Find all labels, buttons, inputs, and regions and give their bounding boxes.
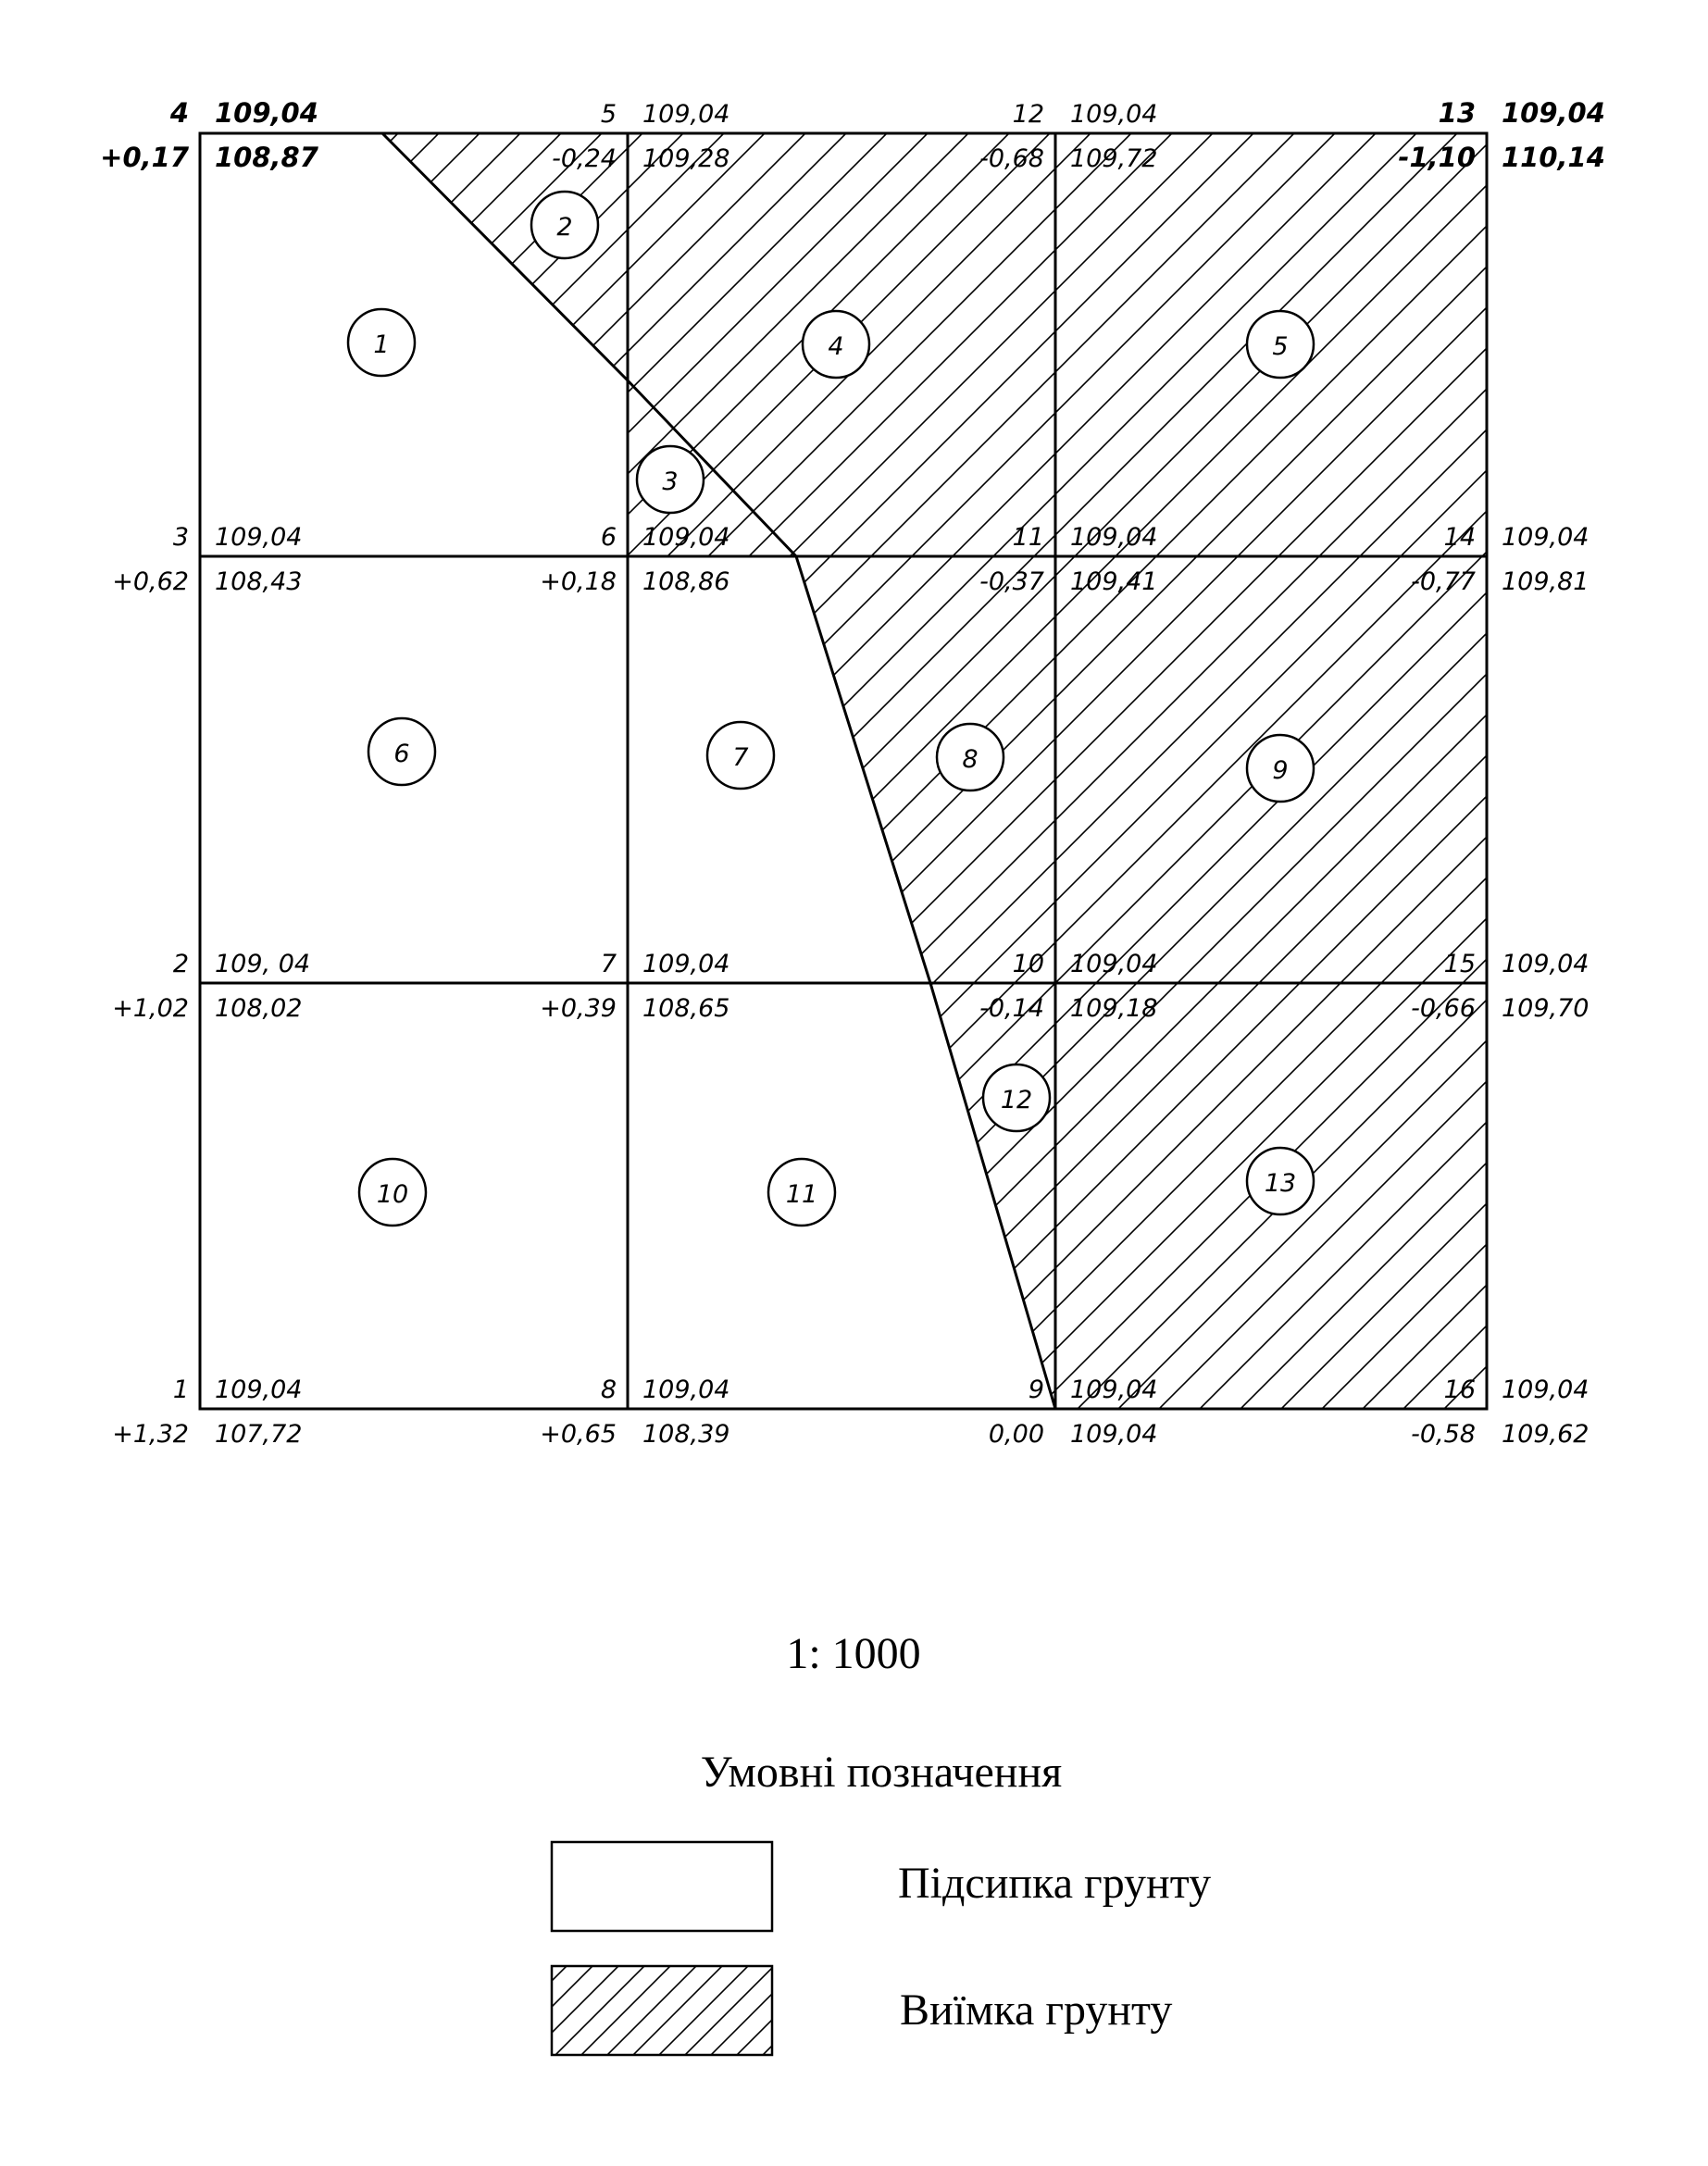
vertex-number: 8 [600, 1376, 617, 1404]
vertex-number: 6 [600, 523, 617, 552]
hatch-line [0, 120, 1022, 1425]
vertex-number: 12 [1012, 100, 1044, 129]
vertex-label-group [979, 523, 1157, 596]
vertex-label-group [989, 1376, 1158, 1449]
design-elevation: 109,04 [1070, 950, 1158, 978]
figure-number: 10 [376, 1180, 409, 1209]
hatch-line [628, 1961, 728, 2060]
design-elevation: 109,04 [1502, 523, 1590, 552]
hatch-line [409, 120, 1708, 1425]
ground-elevation: 109,62 [1502, 1420, 1590, 1449]
hatch-line [654, 120, 1708, 1425]
vertex-number: 7 [600, 950, 617, 978]
ground-elevation: 109,04 [1070, 1420, 1158, 1449]
hatch-line [1590, 120, 1708, 1425]
hatch-line [1020, 120, 1708, 1425]
figure-number: 6 [393, 740, 410, 768]
vertex-label-group [100, 97, 319, 173]
hatch-line [550, 1961, 650, 2060]
figure-marker [937, 724, 1004, 790]
ground-elevation: 108,86 [642, 567, 730, 596]
hatch-line [246, 120, 1552, 1425]
hatch-line [654, 1961, 754, 2060]
design-elevation: 109,04 [642, 523, 730, 552]
vertex-number: 16 [1443, 1376, 1476, 1404]
ground-elevation: 109,18 [1070, 994, 1158, 1023]
hatch-line [1550, 120, 1708, 1425]
vertex-number: 2 [172, 950, 189, 978]
hatch-line [491, 120, 1708, 1425]
hatch-line [1305, 120, 1708, 1425]
vertex-number: 13 [1438, 97, 1476, 129]
figure-number: 7 [732, 743, 749, 772]
design-elevation: 109,04 [1502, 1376, 1590, 1404]
working-mark: -0,77 [1411, 567, 1476, 596]
ground-elevation: 110,14 [1502, 142, 1605, 173]
design-elevation: 109,04 [215, 97, 318, 129]
design-elevation: 109,04 [642, 1376, 730, 1404]
working-mark: -0,14 [979, 994, 1044, 1023]
legend [446, 1748, 1211, 2060]
figure-marker [531, 192, 598, 258]
figure-marker [1247, 1148, 1314, 1214]
vertex-label-group [540, 523, 729, 596]
vertex-label-group [112, 950, 310, 1023]
legend-cut-label: Виїмка грунту [900, 1986, 1173, 2035]
hatch-line [735, 120, 1708, 1425]
figure-number: 2 [556, 213, 573, 242]
vertex-label-group [540, 950, 729, 1023]
hatch-line [776, 120, 1708, 1425]
hatch-line [0, 120, 941, 1425]
design-elevation: 109,04 [215, 1376, 303, 1404]
figure-marker [1247, 735, 1314, 802]
design-elevation: 109,04 [1070, 1376, 1158, 1404]
scale-label: 1: 1000 [786, 1629, 921, 1678]
hatch-line [1346, 120, 1708, 1425]
figure-marker [1247, 311, 1314, 378]
vertex-label-group [1398, 97, 1605, 173]
legend-fill-label: Підсипка грунту [898, 1859, 1212, 1908]
ground-elevation: 109,70 [1502, 994, 1590, 1023]
design-elevation: 109,04 [215, 523, 303, 552]
figure-number: 12 [1000, 1086, 1033, 1114]
working-mark: -0,37 [979, 567, 1044, 596]
legend-fill-swatch [552, 1842, 772, 1931]
figure-number: 5 [1272, 332, 1289, 361]
figure-number: 8 [962, 745, 979, 774]
hatch-line [576, 1961, 676, 2060]
hatch-line [809, 1961, 909, 2060]
hatch-line [124, 120, 1429, 1425]
figure-number: 11 [785, 1180, 818, 1209]
hatch-line [1631, 120, 1708, 1425]
vertex-label-group [112, 1376, 302, 1449]
figure-marker [368, 718, 435, 785]
legend-cut-swatch [552, 1966, 772, 2055]
working-mark: +0,17 [100, 142, 189, 173]
working-mark: 0,00 [988, 1420, 1044, 1449]
hatch-line [0, 120, 1103, 1425]
hatch-line [0, 120, 1063, 1425]
hatch-line [531, 120, 1708, 1425]
hatch-line [1468, 120, 1708, 1425]
figure-number: 1 [373, 330, 390, 359]
hatch-line [0, 120, 696, 1425]
vertex-label-group [540, 1376, 729, 1449]
working-mark: -0,66 [1411, 994, 1476, 1023]
hatch-line [0, 120, 411, 1425]
working-mark: -1,10 [1398, 142, 1476, 173]
ground-elevation: 108,39 [642, 1420, 730, 1449]
figure-number: 9 [1272, 756, 1289, 785]
figure-marker [707, 722, 774, 789]
hatch-line [0, 120, 370, 1425]
hatch-line [43, 120, 1348, 1425]
hatch-line [613, 120, 1708, 1425]
legend-title: Умовні позначення [700, 1748, 1063, 1797]
legend-cut-hatching [446, 1961, 961, 2060]
design-elevation: 109, 04 [215, 950, 311, 978]
hatch-line [2, 120, 1307, 1425]
figure-marker [768, 1159, 835, 1226]
ground-elevation: 108,02 [215, 994, 303, 1023]
hatch-line [450, 120, 1708, 1425]
hatch-line [0, 120, 533, 1425]
vertex-label-group [1411, 950, 1589, 1023]
vertex-number: 3 [172, 523, 189, 552]
working-mark: -0,58 [1411, 1420, 1476, 1449]
vertex-labels [100, 97, 1605, 1449]
hatch-line [472, 1961, 572, 2060]
hatch-line [0, 120, 615, 1425]
figure-markers [348, 192, 1314, 1226]
figure-marker [803, 311, 869, 378]
hatch-line [783, 1961, 883, 2060]
ground-elevation: 108,43 [215, 567, 303, 596]
working-mark: -0,68 [979, 144, 1044, 173]
figure-number: 4 [828, 332, 844, 361]
hatch-line [1061, 120, 1708, 1425]
vertex-number: 15 [1443, 950, 1476, 978]
vertex-label-group [552, 100, 729, 173]
hatch-line [498, 1961, 598, 2060]
hatch-line [602, 1961, 702, 2060]
ground-elevation: 109,81 [1502, 567, 1590, 596]
hatch-line [705, 1961, 805, 2060]
hatch-line [446, 1961, 546, 2060]
hatch-line [0, 120, 655, 1425]
figure-marker [983, 1064, 1050, 1131]
hatch-line [0, 120, 574, 1425]
vertex-number: 4 [169, 97, 189, 129]
hatch-line [731, 1961, 831, 2060]
design-elevation: 109,04 [642, 100, 730, 129]
design-elevation: 109,04 [1502, 950, 1590, 978]
vertex-number: 11 [1012, 523, 1044, 552]
vertex-label-group [979, 950, 1157, 1023]
hatch-line [524, 1961, 624, 2060]
ground-elevation: 107,72 [215, 1420, 303, 1449]
design-elevation: 109,04 [1502, 97, 1605, 129]
figure-marker [359, 1159, 426, 1226]
hatch-line [0, 120, 1226, 1425]
working-mark: +0,62 [112, 567, 189, 596]
hatch-line [1387, 120, 1708, 1425]
figure-number: 13 [1264, 1169, 1297, 1198]
ground-elevation: 108,87 [215, 142, 318, 173]
working-mark: +0,65 [540, 1420, 617, 1449]
figure-marker [637, 446, 704, 513]
working-mark: +1,32 [112, 1420, 189, 1449]
vertex-number: 9 [1028, 1376, 1044, 1404]
ground-elevation: 109,28 [642, 144, 730, 173]
working-mark: +1,02 [112, 994, 189, 1023]
figure-number: 3 [662, 467, 679, 496]
hatch-line [1672, 120, 1708, 1425]
hatch-line [979, 120, 1708, 1425]
design-elevation: 109,04 [642, 950, 730, 978]
vertex-number: 1 [172, 1376, 189, 1404]
ground-elevation: 109,41 [1070, 567, 1158, 596]
ground-elevation: 108,65 [642, 994, 730, 1023]
hatch-line [0, 120, 1185, 1425]
vertex-label-group [1411, 1376, 1589, 1449]
design-elevation: 109,04 [1070, 100, 1158, 129]
vertex-number: 5 [600, 100, 617, 129]
vertex-number: 10 [1012, 950, 1044, 978]
working-mark: +0,39 [540, 994, 617, 1023]
hatch-line [0, 120, 1266, 1425]
ground-elevation: 109,72 [1070, 144, 1158, 173]
working-mark: +0,18 [540, 567, 617, 596]
hatch-line [1142, 120, 1708, 1425]
design-elevation: 109,04 [1070, 523, 1158, 552]
cut-zone-outline [382, 133, 1487, 1409]
vertex-label-group [112, 523, 302, 596]
figure-marker [348, 309, 415, 376]
vertex-number: 14 [1443, 523, 1476, 552]
working-mark: -0,24 [552, 144, 617, 173]
hatch-line [679, 1961, 779, 2060]
hatch-line [1509, 120, 1708, 1425]
